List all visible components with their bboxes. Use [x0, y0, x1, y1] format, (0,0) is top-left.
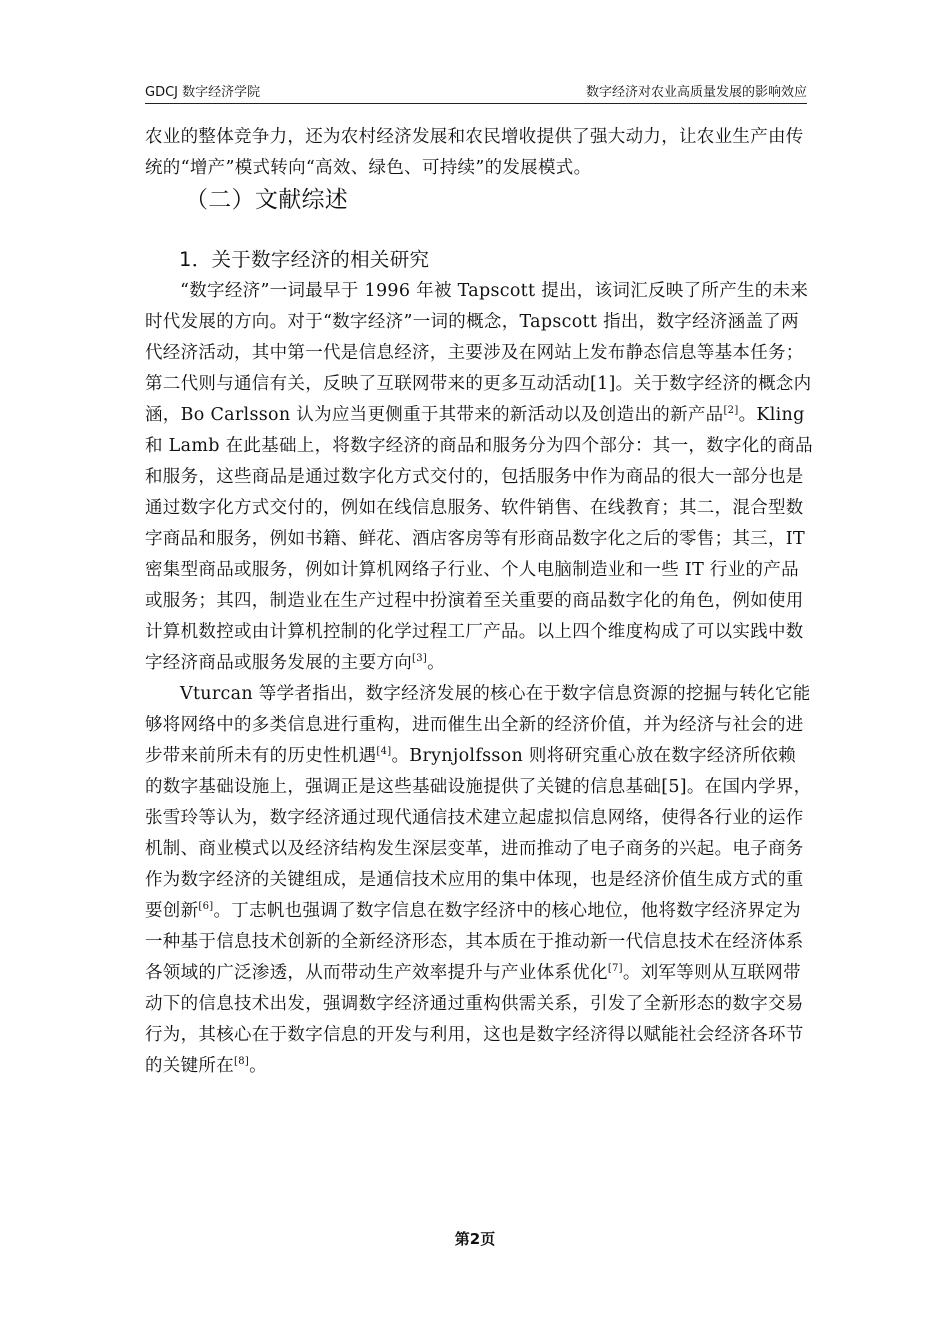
paragraph-1-text-a: “数字经济”一词最早于 1996 年被 Tapscott 提出，该词汇反映了所产生的未来时代发展的方向。对于“数字经济”一词的概念，Tapscott 指出，数字经济涵盖了两代经济活动，其中第一代是信息经济，主要涉及在网站上发布静态信息等基本任务；第二代则与通信有关，反映了互联网带来的更多互动活动[1]。关于数字经济的概念内涵，Bo Carlsson 认为应当更侧重于其带来的新活动以及创造出的新产品: [145, 281, 812, 425]
paragraph-2-text-e: 。: [249, 1056, 267, 1076]
paragraph-2-text-a: Vturcan 等学者指出，数字经济发展的核心在于数字信息资源的挖掘与转化它能够将网络中的多类信息进行重构，进而催生出全新的经济价值，并为经济与社会的进步带来前所未有的历史性机遇: [145, 684, 811, 766]
citation-2[interactable]: [2]: [723, 405, 739, 417]
citation-4[interactable]: [4]: [376, 746, 392, 758]
subsection-heading: 1．关于数字经济的相关研究: [179, 248, 430, 271]
paragraph-2-text-d: 。刘军等则从互联网带动下的信息技术出发，强调数字经济通过重构供需关系，引发了全新形态的数字交易行为，其核心在于数字信息的开发与利用，这也是数字经济得以赋能社会经济各环节的关键所在: [145, 963, 804, 1076]
citation-6[interactable]: [6]: [198, 901, 214, 913]
citation-3[interactable]: [3]: [412, 653, 428, 665]
paragraph-1-text-b: 。Kling 和 Lamb 在此基础上，将数字经济的商品和服务分为四个部分：其一，数字化的商品和服务，这些商品是通过数字化方式交付的，包括服务中作为商品的很大一部分也是通过数字化方式交付的，例如在线信息服务、软件销售、在线教育；其二，混合型数字商品和服务，例如书籍、鲜花、酒店客房等有形商品数字化之后的零售；其三，IT 密集型商品或服务，例如计算机网络子行业、个人电脑制造业和一些 IT 行业的产品或服务；其四，制造业在生产过程中扮演着至关重要的商品数字化的角色，例如使用计算机数控或由计算机控制的化学过程工厂产品。以上四个维度构成了可以实践中数字经济商品或服务发展的主要方向: [145, 405, 813, 673]
paragraph-1: [145, 276, 813, 679]
paragraph-2-text-c: 。丁志帆也强调了数字信息在数字经济中的核心地位，他将数字经济界定为一种基于信息技术创新的全新经济形态，其本质在于推动新一代信息技术在经济体系各领域的广泛渗透，从而带动生产效率提升与产业体系优化: [145, 901, 804, 983]
intro-paragraph: 农业的整体竞争力，还为农村经济发展和农民增收提供了强大动力，让农业生产由传统的“增产”模式转向“高效、绿色、可持续”的发展模式。: [145, 127, 804, 178]
paragraph-1-text-c: 。: [427, 653, 445, 673]
header-left-institution: GDCJ 数字经济学院: [145, 85, 261, 100]
page-body: [145, 122, 813, 1082]
citation-8[interactable]: [8]: [234, 1056, 250, 1068]
page-number: 第2页: [454, 1230, 496, 1248]
paragraph-2-text-b: 。Brynjolfsson 则将研究重心放在数字经济所依赖的数字基础设施上，强调正是这些基础设施提供了关键的信息基础[5]。在国内学界，张雪玲等认为，数字经济通过现代通信技术建立起虚拟信息网络，使得各行业的运作机制、商业模式以及经济结构发生深层变革，进而推动了电子商务的兴起。电子商务作为数字经济的关键组成，是通信技术应用的集中体现，也是经济价值生成方式的重要创新: [145, 746, 812, 921]
citation-7[interactable]: [7]: [607, 963, 623, 975]
paragraph-2: [145, 679, 813, 1082]
header-right-title: 数字经济对农业高质量发展的影响效应: [585, 85, 807, 100]
section-heading: （二）文献综述: [185, 187, 349, 213]
running-header: [145, 78, 807, 104]
